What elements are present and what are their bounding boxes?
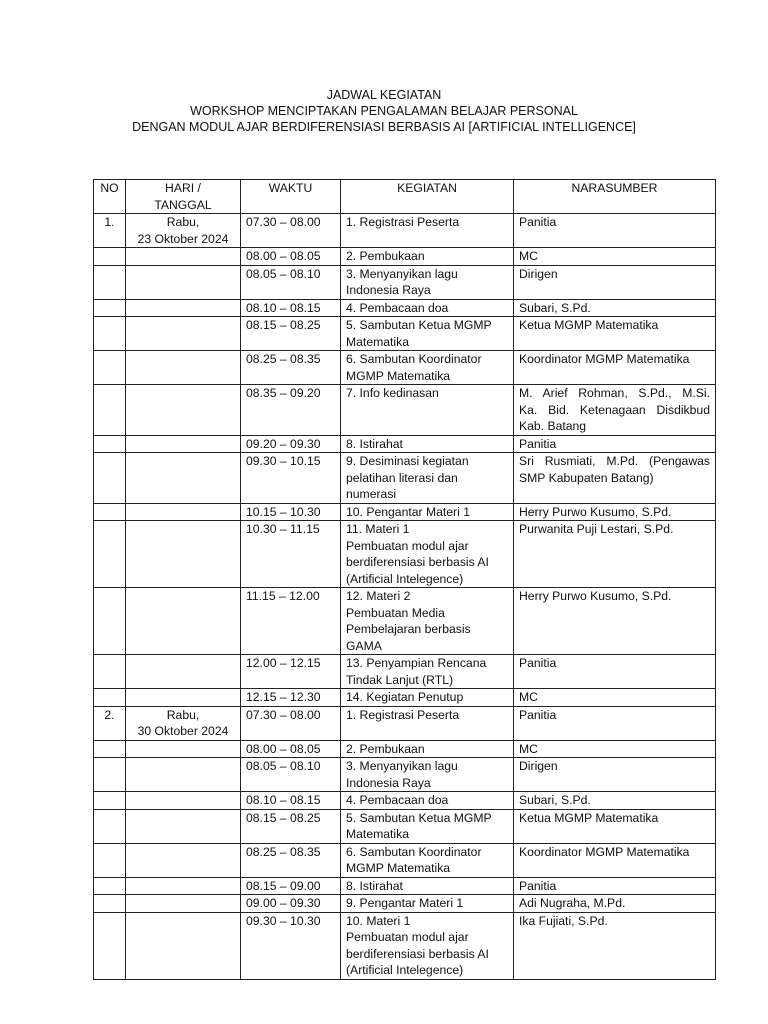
title-line-3: DENGAN MODUL AJAR BERDIFERENSIASI BERBASIS AI [ARTIFICIAL INTELLIGENCE] <box>132 120 636 134</box>
row-activity-cell: 12. Materi 2 Pembuatan Media Pembelajaran berbasis GAMA <box>341 588 514 655</box>
row-no-cell <box>94 248 126 266</box>
row-activity-cell: 9. Pengantar Materi 1 <box>341 895 514 913</box>
row-time-cell: 08.15 – 08.25 <box>241 317 341 351</box>
table-row <box>94 912 716 979</box>
table-row <box>94 809 716 843</box>
row-activity-cell: 5. Sambutan Ketua MGMP Matematika <box>341 809 514 843</box>
row-no-cell <box>94 317 126 351</box>
table-row <box>94 503 716 521</box>
row-day-cell <box>126 912 241 979</box>
row-time-cell: 08.05 – 08.10 <box>241 758 341 792</box>
row-activity-cell: 7. Info kedinasan <box>341 385 514 436</box>
row-speaker-cell: Ketua MGMP Matematika <box>514 317 716 351</box>
title-line-1: JADWAL KEGIATAN <box>326 88 442 102</box>
row-no-cell <box>94 912 126 979</box>
row-activity-cell: 4. Pembacaan doa <box>341 792 514 810</box>
row-no-cell <box>94 521 126 588</box>
row-speaker-cell: Panitia <box>514 706 716 740</box>
header-speaker: NARASUMBER <box>514 180 716 214</box>
header-time: WAKTU <box>241 180 341 214</box>
row-no-cell <box>94 385 126 436</box>
row-time-cell: 08.25 – 08.35 <box>241 843 341 877</box>
row-day-cell <box>126 503 241 521</box>
row-speaker-cell: Herry Purwo Kusumo, S.Pd. <box>514 503 716 521</box>
table-row <box>94 299 716 317</box>
row-day-cell <box>126 740 241 758</box>
row-time-cell: 08.00 – 08.05 <box>241 248 341 266</box>
row-speaker-cell: Panitia <box>514 877 716 895</box>
row-speaker-cell: Adi Nugraha, M.Pd. <box>514 895 716 913</box>
row-day-cell: Rabu, 30 Oktober 2024 <box>126 706 241 740</box>
row-time-cell: 08.15 – 09.00 <box>241 877 341 895</box>
row-no-cell <box>94 792 126 810</box>
row-time-cell: 09.00 – 09.30 <box>241 895 341 913</box>
header-day: HARI / TANGGAL <box>126 180 241 214</box>
table-row <box>94 351 716 385</box>
row-activity-cell: 3. Menyanyikan lagu Indonesia Raya <box>341 758 514 792</box>
row-day-cell <box>126 351 241 385</box>
row-speaker-cell: Panitia <box>514 435 716 453</box>
table-row <box>94 792 716 810</box>
row-day-cell <box>126 655 241 689</box>
row-speaker-cell: Purwanita Puji Lestari, S.Pd. <box>514 521 716 588</box>
row-activity-cell: 3. Menyanyikan lagu Indonesia Raya <box>341 265 514 299</box>
row-speaker-cell: Dirigen <box>514 758 716 792</box>
document-title <box>0 87 768 135</box>
row-speaker-cell: Panitia <box>514 214 716 248</box>
row-speaker-cell: Subari, S.Pd. <box>514 792 716 810</box>
row-speaker-cell: Herry Purwo Kusumo, S.Pd. <box>514 588 716 655</box>
row-day-cell <box>126 843 241 877</box>
row-speaker-cell: MC <box>514 248 716 266</box>
row-activity-cell: 1. Registrasi Peserta <box>341 214 514 248</box>
row-activity-cell: 8. Istirahat <box>341 877 514 895</box>
row-no-cell <box>94 265 126 299</box>
row-day-cell: Rabu, 23 Oktober 2024 <box>126 214 241 248</box>
row-time-cell: 09.20 – 09.30 <box>241 435 341 453</box>
row-day-cell <box>126 385 241 436</box>
row-activity-cell: 11. Materi 1 Pembuatan modul ajar berdiferensiasi berbasis AI (Artificial Intelegence) <box>341 521 514 588</box>
row-no-cell <box>94 588 126 655</box>
row-speaker-cell: Koordinator MGMP Matematika <box>514 351 716 385</box>
row-time-cell: 08.35 – 09.20 <box>241 385 341 436</box>
table-row <box>94 521 716 588</box>
row-activity-cell: 2. Pembukaan <box>341 248 514 266</box>
row-speaker-cell: Ketua MGMP Matematika <box>514 809 716 843</box>
header-no: NO <box>94 180 126 214</box>
row-no-cell <box>94 809 126 843</box>
row-speaker-cell: Dirigen <box>514 265 716 299</box>
table-row <box>94 706 716 740</box>
row-no-cell <box>94 877 126 895</box>
table-row <box>94 214 716 248</box>
schedule-table <box>93 179 716 980</box>
table-row <box>94 453 716 504</box>
row-no-cell <box>94 435 126 453</box>
row-day-cell <box>126 521 241 588</box>
row-speaker-cell: Panitia <box>514 655 716 689</box>
row-time-cell: 08.05 – 08.10 <box>241 265 341 299</box>
row-activity-cell: 6. Sambutan Koordinator MGMP Matematika <box>341 843 514 877</box>
row-activity-cell: 14. Kegiatan Penutup <box>341 689 514 707</box>
row-time-cell: 08.10 – 08.15 <box>241 792 341 810</box>
table-row <box>94 843 716 877</box>
title-line-2: WORKSHOP MENCIPTAKAN PENGALAMAN BELAJAR PERSONAL <box>190 104 578 118</box>
row-day-cell <box>126 588 241 655</box>
row-activity-cell: 9. Desiminasi kegiatan pelatihan literasi dan numerasi <box>341 453 514 504</box>
header-activity: KEGIATAN <box>341 180 514 214</box>
row-no-cell <box>94 351 126 385</box>
row-no-cell: 2. <box>94 706 126 740</box>
row-time-cell: 12.15 – 12.30 <box>241 689 341 707</box>
row-day-cell <box>126 435 241 453</box>
row-activity-cell: 1. Registrasi Peserta <box>341 706 514 740</box>
row-speaker-cell: Sri Rusmiati, M.Pd. (Pengawas SMP Kabupaten Batang) <box>514 453 716 504</box>
table-row <box>94 248 716 266</box>
row-activity-cell: 10. Pengantar Materi 1 <box>341 503 514 521</box>
row-day-cell <box>126 317 241 351</box>
row-speaker-cell: Ika Fujiati, S.Pd. <box>514 912 716 979</box>
row-no-cell <box>94 453 126 504</box>
row-speaker-cell: M. Arief Rohman, S.Pd., M.Si. Ka. Bid. Ketenagaan Disdikbud Kab. Batang <box>514 385 716 436</box>
row-day-cell <box>126 895 241 913</box>
row-day-cell <box>126 453 241 504</box>
row-day-cell <box>126 877 241 895</box>
row-day-cell <box>126 809 241 843</box>
row-time-cell: 08.10 – 08.15 <box>241 299 341 317</box>
table-header-row <box>94 180 716 214</box>
table-row <box>94 317 716 351</box>
row-time-cell: 10.30 – 11.15 <box>241 521 341 588</box>
row-activity-cell: 8. Istirahat <box>341 435 514 453</box>
row-time-cell: 07.30 – 08.00 <box>241 214 341 248</box>
row-time-cell: 08.15 – 08.25 <box>241 809 341 843</box>
table-row <box>94 877 716 895</box>
row-speaker-cell: MC <box>514 740 716 758</box>
row-speaker-cell: MC <box>514 689 716 707</box>
table-row <box>94 265 716 299</box>
row-speaker-cell: Subari, S.Pd. <box>514 299 716 317</box>
row-time-cell: 09.30 – 10.15 <box>241 453 341 504</box>
row-no-cell <box>94 655 126 689</box>
row-day-cell <box>126 248 241 266</box>
row-no-cell: 1. <box>94 214 126 248</box>
row-day-cell <box>126 792 241 810</box>
table-row <box>94 895 716 913</box>
table-row <box>94 588 716 655</box>
table-row <box>94 385 716 436</box>
row-speaker-cell: Koordinator MGMP Matematika <box>514 843 716 877</box>
row-activity-cell: 13. Penyampian Rencana Tindak Lanjut (RTL) <box>341 655 514 689</box>
row-activity-cell: 6. Sambutan Koordinator MGMP Matematika <box>341 351 514 385</box>
table-row <box>94 655 716 689</box>
row-day-cell <box>126 265 241 299</box>
row-day-cell <box>126 299 241 317</box>
row-time-cell: 08.00 – 08.05 <box>241 740 341 758</box>
table-row <box>94 758 716 792</box>
row-no-cell <box>94 503 126 521</box>
row-no-cell <box>94 299 126 317</box>
row-day-cell <box>126 689 241 707</box>
row-day-cell <box>126 758 241 792</box>
row-no-cell <box>94 689 126 707</box>
row-activity-cell: 10. Materi 1 Pembuatan modul ajar berdiferensiasi berbasis AI (Artificial Intelegence) <box>341 912 514 979</box>
row-no-cell <box>94 758 126 792</box>
row-time-cell: 07.30 – 08.00 <box>241 706 341 740</box>
row-no-cell <box>94 740 126 758</box>
schedule-body <box>94 214 716 980</box>
row-time-cell: 11.15 – 12.00 <box>241 588 341 655</box>
row-time-cell: 09.30 – 10.30 <box>241 912 341 979</box>
table-row <box>94 689 716 707</box>
row-activity-cell: 2. Pembukaan <box>341 740 514 758</box>
row-time-cell: 10.15 – 10.30 <box>241 503 341 521</box>
row-no-cell <box>94 895 126 913</box>
row-no-cell <box>94 843 126 877</box>
row-time-cell: 08.25 – 08.35 <box>241 351 341 385</box>
row-time-cell: 12.00 – 12.15 <box>241 655 341 689</box>
row-activity-cell: 4. Pembacaan doa <box>341 299 514 317</box>
table-row <box>94 740 716 758</box>
table-row <box>94 435 716 453</box>
row-activity-cell: 5. Sambutan Ketua MGMP Matematika <box>341 317 514 351</box>
